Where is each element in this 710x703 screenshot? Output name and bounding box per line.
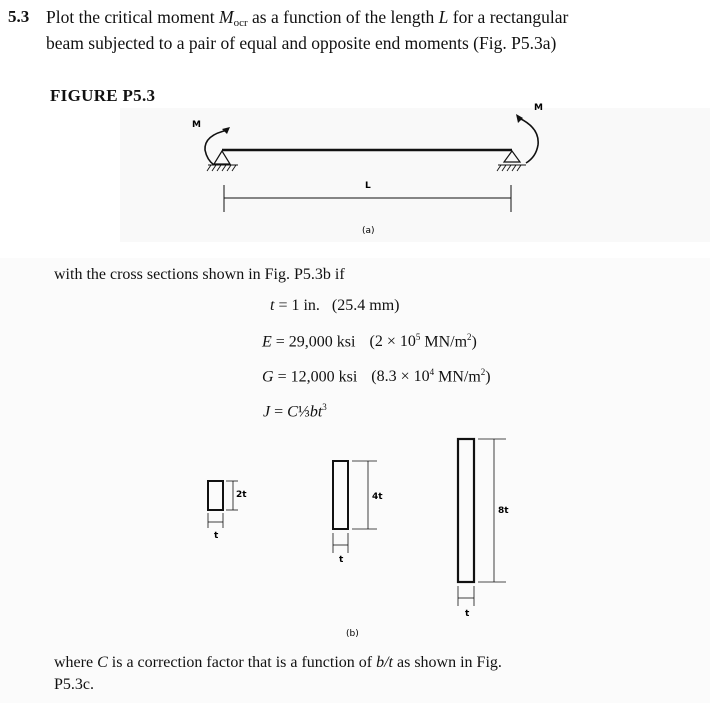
figure-b-caption: (b): [346, 629, 359, 639]
equation-t: t = 1 in. (25.4 mm): [270, 297, 400, 314]
figure-title: FIGURE P5.3: [50, 86, 156, 105]
moment-label-left: M: [192, 120, 201, 130]
moment-label-right: M: [534, 103, 543, 113]
problem-statement-line1: Plot the critical moment Mocr as a function of the length L for a rectangular: [46, 7, 569, 29]
dim-label-8t: 8t: [498, 506, 509, 516]
cross-section-2t: [208, 481, 238, 528]
cross-section-4t: [333, 461, 377, 553]
thickness-label-2: t: [339, 555, 344, 565]
thickness-label-1: t: [214, 531, 219, 541]
correction-factor-text-line2: P5.3c.: [54, 676, 94, 693]
cross-section-8t: [458, 439, 506, 606]
dim-label-4t: 4t: [372, 492, 383, 502]
problem-number: 5.3: [8, 7, 30, 26]
correction-factor-text: where C is a correction factor that is a function of b/t as shown in Fig.: [54, 654, 502, 671]
equation-G: G = 12,000 ksi ($8.3 \times 10^4$ $MN/m^2$): [262, 367, 491, 386]
span-label: L: [365, 181, 371, 191]
equation-J: $J = C\frac{1}{3}bt^3$: [263, 402, 327, 421]
figure-a-caption: (a): [362, 226, 375, 236]
problem-statement-line2: beam subjected to a pair of equal and opposite end moments (Fig. P5.3a): [46, 33, 557, 53]
equation-E: E = 29,000 ksi ($2 \times 10^5$ $MN/m^2$): [262, 332, 477, 351]
cross-section-text: with the cross sections shown in Fig. P5.3b if: [54, 266, 345, 283]
thickness-label-3: t: [465, 609, 470, 619]
dim-label-2t: 2t: [236, 490, 247, 500]
